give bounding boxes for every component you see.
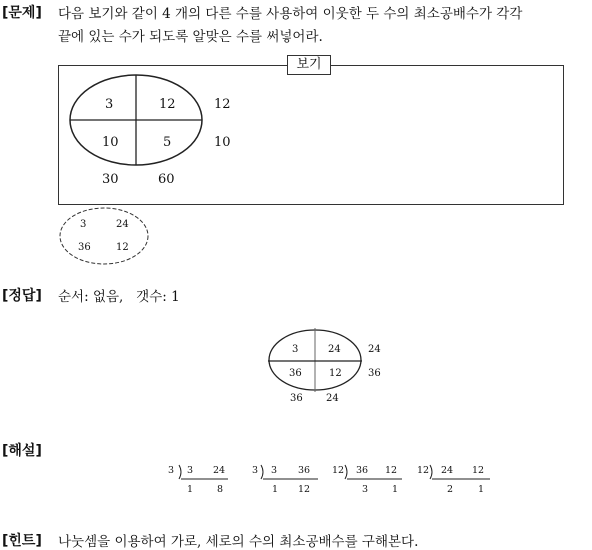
- division-4-bottom-b: 1: [478, 484, 485, 495]
- division-3-divisor: 12: [332, 465, 345, 476]
- puzzle-cell-top-left: 3: [80, 219, 87, 230]
- division-1-bottom-b: 8: [217, 484, 224, 495]
- example-cell-bottom-left: 10: [102, 135, 119, 150]
- division-4-divisor: 12: [417, 465, 430, 476]
- answer-tag: [정답]: [2, 288, 42, 304]
- answer-text: 순서: 없음, 갯수: 1: [58, 289, 180, 305]
- example-cell-top-right: 12: [159, 97, 176, 112]
- example-cell-top-left: 3: [105, 97, 114, 112]
- puzzle-cell-top-right: 24: [116, 219, 129, 230]
- answer-col-lcm-2: 24: [326, 393, 339, 404]
- division-1-top-b: 24: [213, 465, 226, 476]
- problem-tag: [문제]: [2, 5, 42, 21]
- puzzle-cell-bottom-left: 36: [78, 242, 91, 253]
- example-cell-bottom-right: 5: [163, 135, 172, 150]
- division-3-bottom-a: 3: [362, 484, 369, 495]
- puzzle-cell-bottom-right: 12: [116, 242, 129, 253]
- division-1-bottom-a: 1: [187, 484, 194, 495]
- division-2-bottom-a: 1: [272, 484, 279, 495]
- division-4-top-a: 24: [441, 465, 454, 476]
- example-row-lcm-1: 12: [214, 97, 231, 112]
- answer-row-lcm-2: 36: [368, 368, 381, 379]
- problem-text-line-2: 끝에 있는 수가 되도록 알맞은 수를 써넣어라.: [58, 29, 323, 45]
- division-3-top-b: 12: [385, 465, 398, 476]
- division-1-top-a: 3: [187, 465, 194, 476]
- example-title: 보기: [287, 55, 331, 75]
- example-col-lcm-2: 60: [158, 172, 175, 187]
- division-2-top-a: 3: [271, 465, 278, 476]
- division-3-bottom-b: 1: [392, 484, 399, 495]
- answer-cell-bottom-right: 12: [329, 368, 342, 379]
- division-3-top-a: 36: [356, 465, 369, 476]
- example-col-lcm-1: 30: [102, 172, 119, 187]
- answer-col-lcm-1: 36: [290, 393, 303, 404]
- answer-cell-top-left: 3: [292, 344, 299, 355]
- explanation-tag: [해설]: [2, 443, 42, 459]
- division-2-divisor: 3: [252, 465, 259, 476]
- answer-cell-top-right: 24: [328, 344, 341, 355]
- hint-text: 나눗셈을 이용하여 가로, 세로의 수의 최소공배수를 구해본다.: [58, 534, 419, 550]
- division-4-bottom-a: 2: [447, 484, 454, 495]
- example-row-lcm-2: 10: [214, 135, 231, 150]
- answer-cell-bottom-left: 36: [289, 368, 302, 379]
- division-4-top-b: 12: [472, 465, 485, 476]
- answer-row-lcm-1: 24: [368, 344, 381, 355]
- division-2-top-b: 36: [298, 465, 311, 476]
- division-1-divisor: 3: [168, 465, 175, 476]
- hint-tag: [힌트]: [2, 533, 42, 549]
- problem-text-line-1: 다음 보기와 같이 4 개의 다른 수를 사용하여 이웃한 두 수의 최소공배수가 각각: [58, 6, 523, 22]
- division-2-bottom-b: 12: [298, 484, 311, 495]
